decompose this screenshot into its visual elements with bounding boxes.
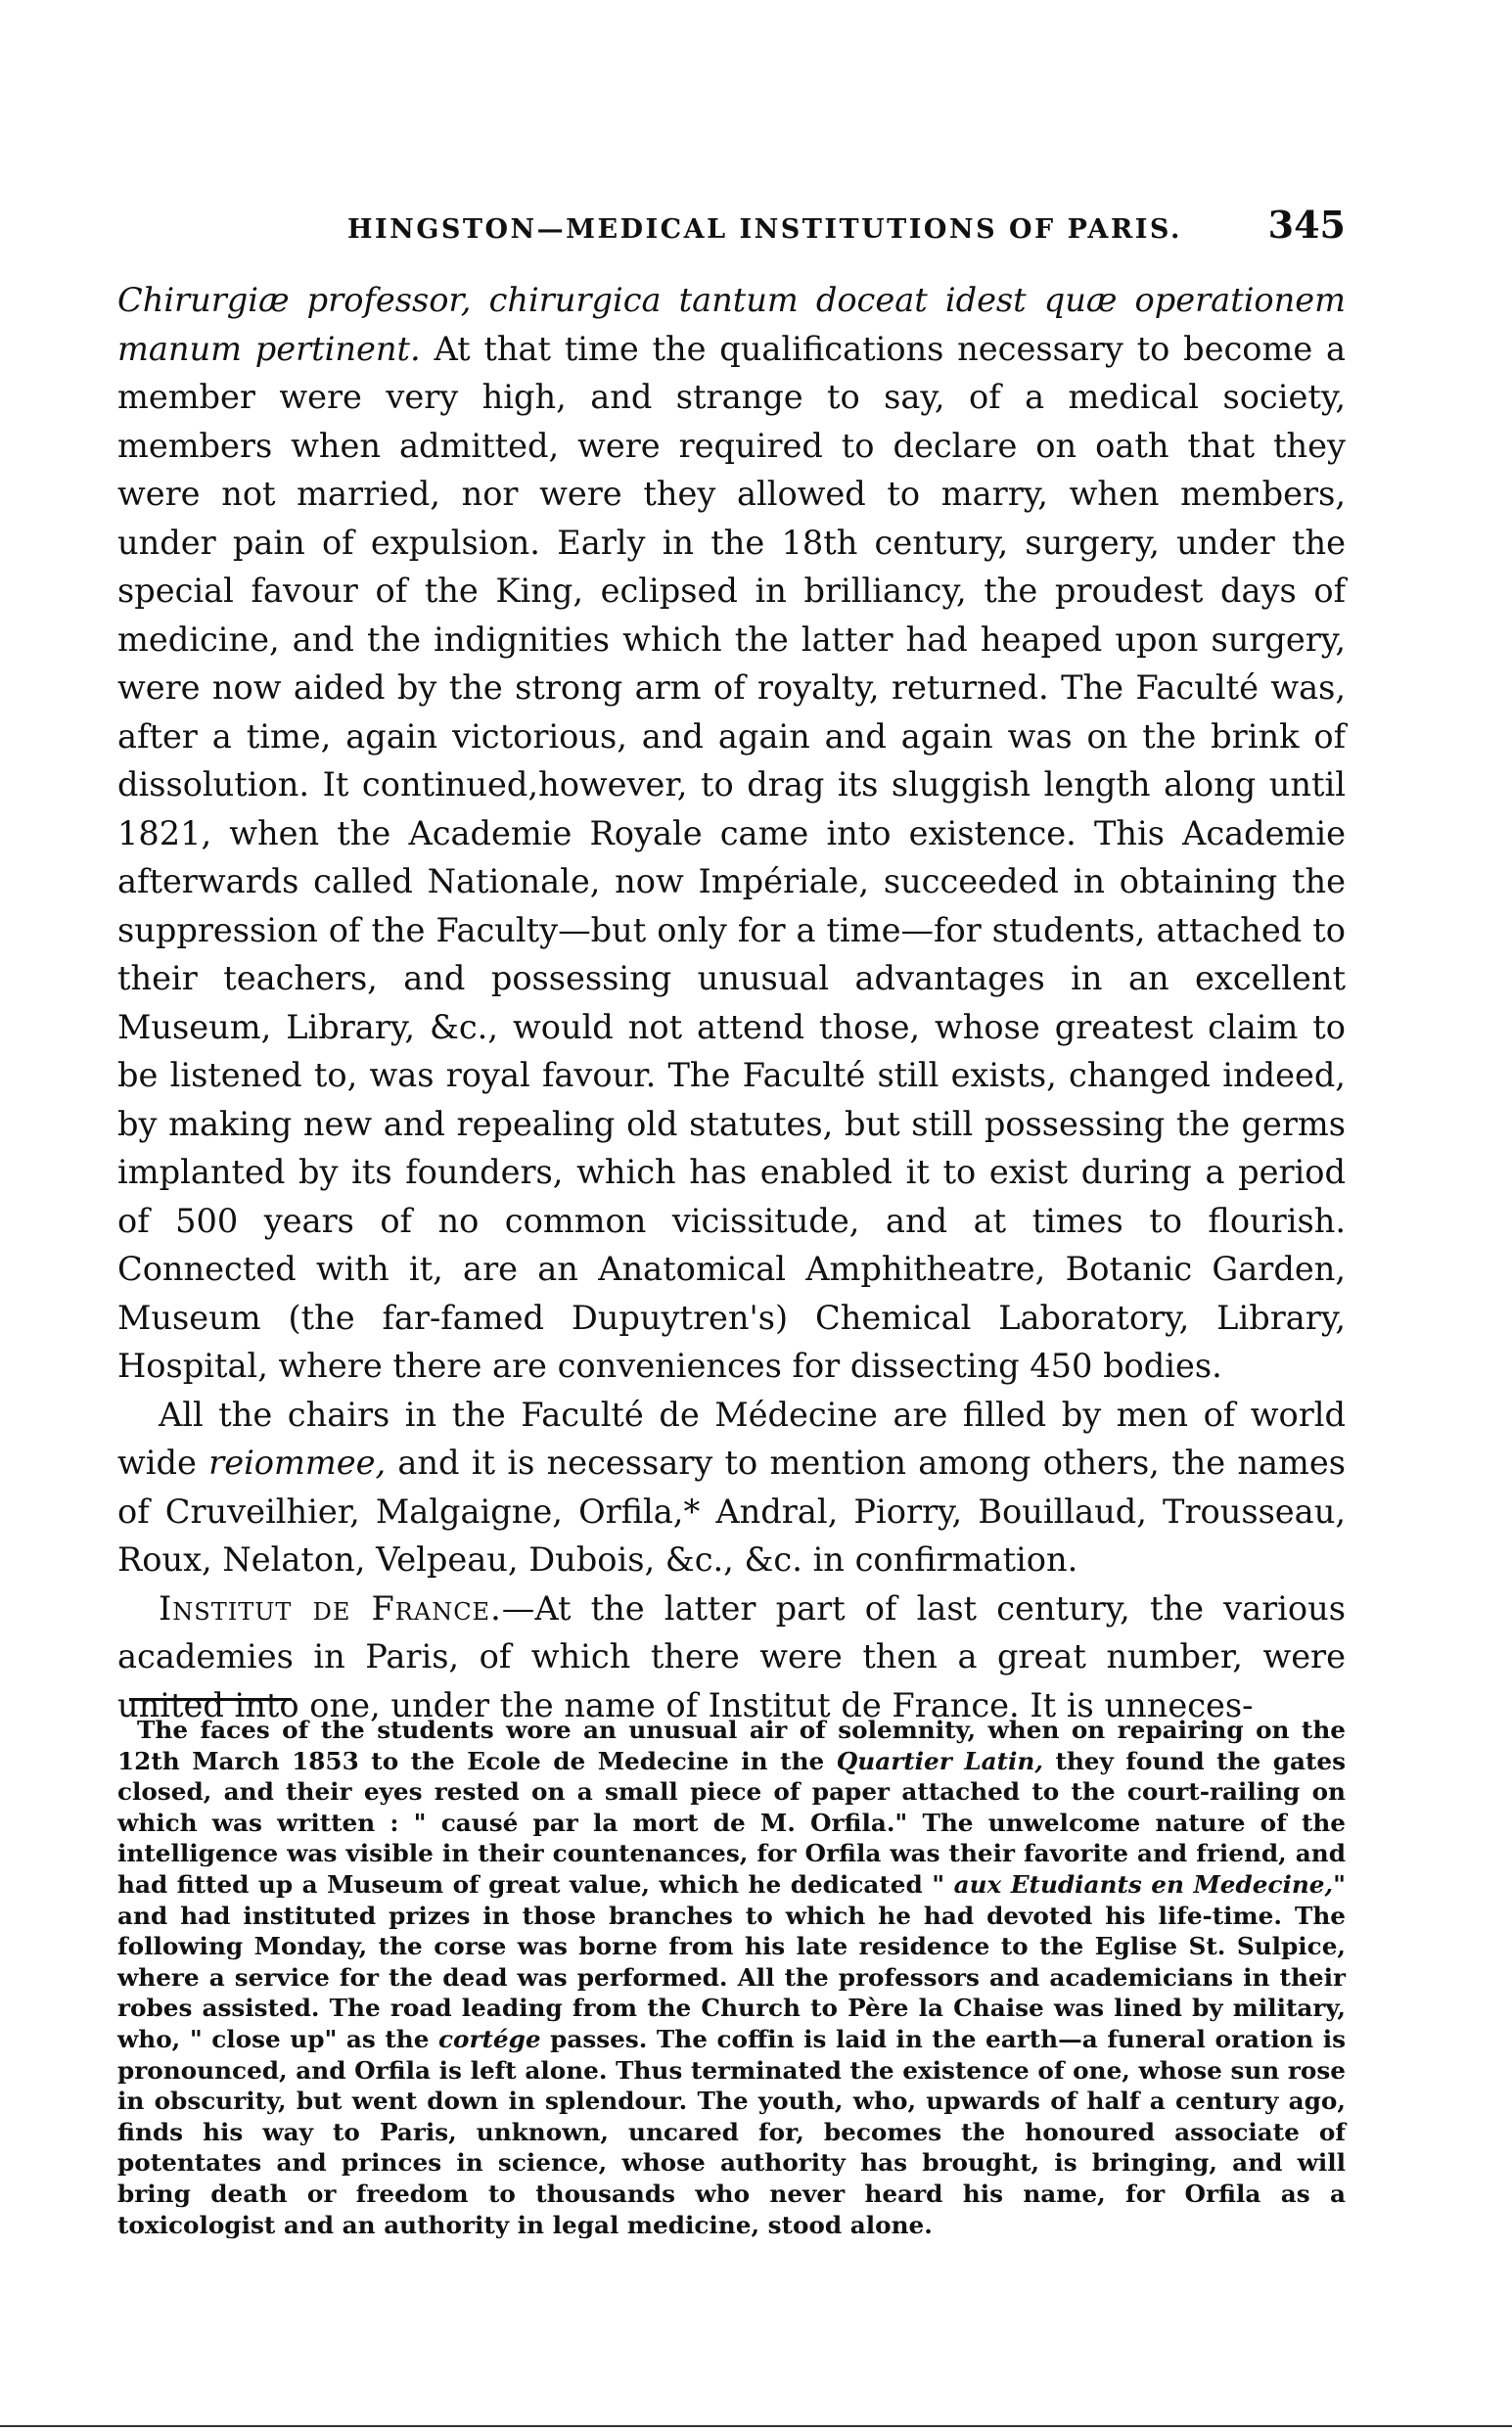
paragraph-text: All the chairs in the Faculté de Médecine are filled by men of world wide <box>117 1395 1346 1482</box>
paragraph <box>117 1584 1346 1730</box>
latin-quote: Chirurgiæ professor, chirurgica tantum doceat idest quæ operationem manum pertinent. <box>117 281 1346 368</box>
paragraph-text: and it is necessary to mention among others, the names of Cruveilhier, Malgaigne, Orfila,* Andral, Piorry, Bouillaud, Trousseau, Roux, Nelaton, Velpeau, Dubois, &c., &c. in confirmation. <box>117 1444 1346 1579</box>
main-text <box>117 276 1346 1729</box>
paragraph-text: At that time the qualifications necessary to become a member were very high, and strange to say, of a medical society, members when admitted, were required to declare on oath that they were not married, nor were they allowed to marry, when members, under pain of expulsion. Early in the 18th century, surgery, under the special favour of the King, eclipsed in brilliancy, the proudest days of medicine, and the indignities which the latter had heaped upon surgery, were now aided by the strong arm of royalty, returned. The Faculté was, after a time, again victorious, and again and again was on the brink of dissolution. It continued,however, to drag its sluggish length along until 1821, when the Academie Royale came into existence. This Academie afterwards called Nationale, now Impériale, succeeded in obtaining the suppression of the Faculty—but only for a time—for students, attached to their teachers, and possessing unusual advantages in an excellent Museum, Library, &c., would not attend those, whose greatest claim to be listened to, was royal favour. The Faculté still exists, changed indeed, by making new and repealing old statutes, but still possessing the germs implanted by its founders, which has enabled it to exist during a period of 500 years of no common vicissitude, and at times to flourish. Connected with it, are an Anatomical Amphitheatre, Botanic Garden, Museum (the far-famed Dupuytren's) Chemical Laboratory, Library, Hospital, where there are conveniences for dissecting 450 bodies. <box>117 329 1346 1385</box>
italic-word: reiommee, <box>208 1444 387 1482</box>
paragraph-text: —At the latter part of last century, the various academies in Paris, of which there were then a great number, were united into one, under the name of Institut de France. It is unneces- <box>117 1588 1346 1724</box>
paragraph <box>117 1391 1346 1584</box>
running-head: HINGSTON—MEDICAL INSTITUTIONS OF PARIS. <box>347 214 1182 245</box>
footnote <box>117 1715 1346 2240</box>
footnote-span: The faces of the students wore an unusual air of solemnity, when on repairing on the 12th March 1853 to the Ecole de Medecine in the <box>117 1716 1346 1775</box>
paragraph <box>117 276 1346 1391</box>
footnote-italic: aux Etudiants en Medecine, <box>953 1869 1334 1899</box>
bottom-edge-line <box>0 2425 1512 2427</box>
section-heading: Institut de France. <box>159 1588 502 1628</box>
footnote-text <box>117 1715 1346 2240</box>
page-header <box>117 201 1346 250</box>
footnote-italic: Quartier Latin, <box>836 1746 1043 1775</box>
footnote-span: " and had instituted prizes in those branches to which he had devoted his life-time. The following Monday, the corse was borne from his late residence to the Eglise St. Sulpice, where a service for the dead was performed. All the professors and academicians in their robes assisted. The road leading from the Church to Père la Chaise was lined by military, who, " close up" as the <box>117 1869 1346 2053</box>
page-number: 345 <box>1267 203 1346 247</box>
footnote-rule <box>129 1698 292 1701</box>
footnote-italic: cortége <box>437 2024 541 2053</box>
footnote-span: passes. The coffin is laid in the earth—a funeral oration is pronounced, and Orfila is left alone. Thus terminated the existence of one, whose sun rose in obscurity, but went down in splendour. The youth, who, upwards of half a century ago, finds his way to Paris, unknown, uncared for, becomes the honoured associate of potentates and princes in science, whose authority has brought, is bringing, and will bring death or freedom to thousands who never heard his name, for Orfila as a toxicologist and an authority in legal medicine, stood alone. <box>117 2024 1346 2239</box>
footnote-span: they found the gates closed, and their eyes rested on a small piece of paper attached to the court-railing on which was written : " causé par la mort de M. Orfila." The unwelcome nature of the intelligence was visible in their countenances, for Orfila was their favorite and friend, and had fitted up a Museum of great value, which he dedicated " <box>117 1746 1347 1899</box>
